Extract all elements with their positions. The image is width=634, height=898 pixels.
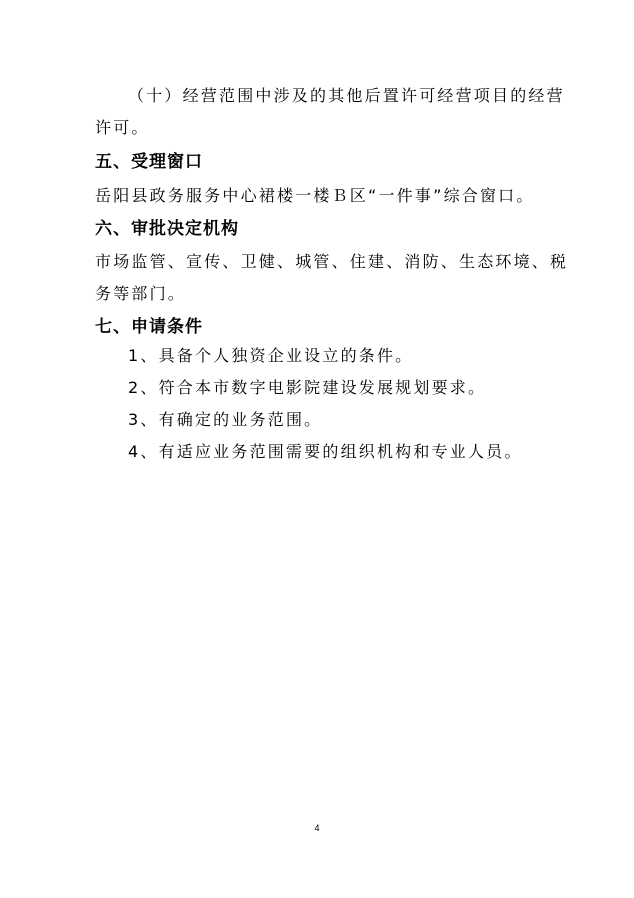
- section-5-heading: 五、受理窗口: [95, 152, 203, 172]
- section-7-item: 4、有适应业务范围需要的组织机构和专业人员。: [128, 442, 523, 461]
- item-10-line-2: 许可。: [95, 118, 150, 137]
- section-7-item: 3、有确定的业务范围。: [128, 410, 323, 429]
- section-6-heading: 六、审批决定机构: [95, 219, 239, 239]
- page-number: 4: [314, 823, 320, 833]
- section-6-body-line-1: 市场监管、宣传、卫健、城管、住建、消防、生态环境、税: [95, 252, 569, 271]
- section-7-heading: 七、申请条件: [95, 317, 203, 337]
- section-5-body: 岳阳县政务服务中心裙楼一楼Ｂ区“一件事”综合窗口。: [95, 186, 535, 205]
- section-6-body-line-2: 务等部门。: [95, 284, 187, 303]
- section-7-item: 2、符合本市数字电影院建设发展规划要求。: [128, 378, 487, 397]
- item-10-line-1: （十）经营范围中涉及的其他后置许可经营项目的经营: [128, 86, 565, 105]
- section-7-item: 1、具备个人独资企业设立的条件。: [128, 346, 414, 365]
